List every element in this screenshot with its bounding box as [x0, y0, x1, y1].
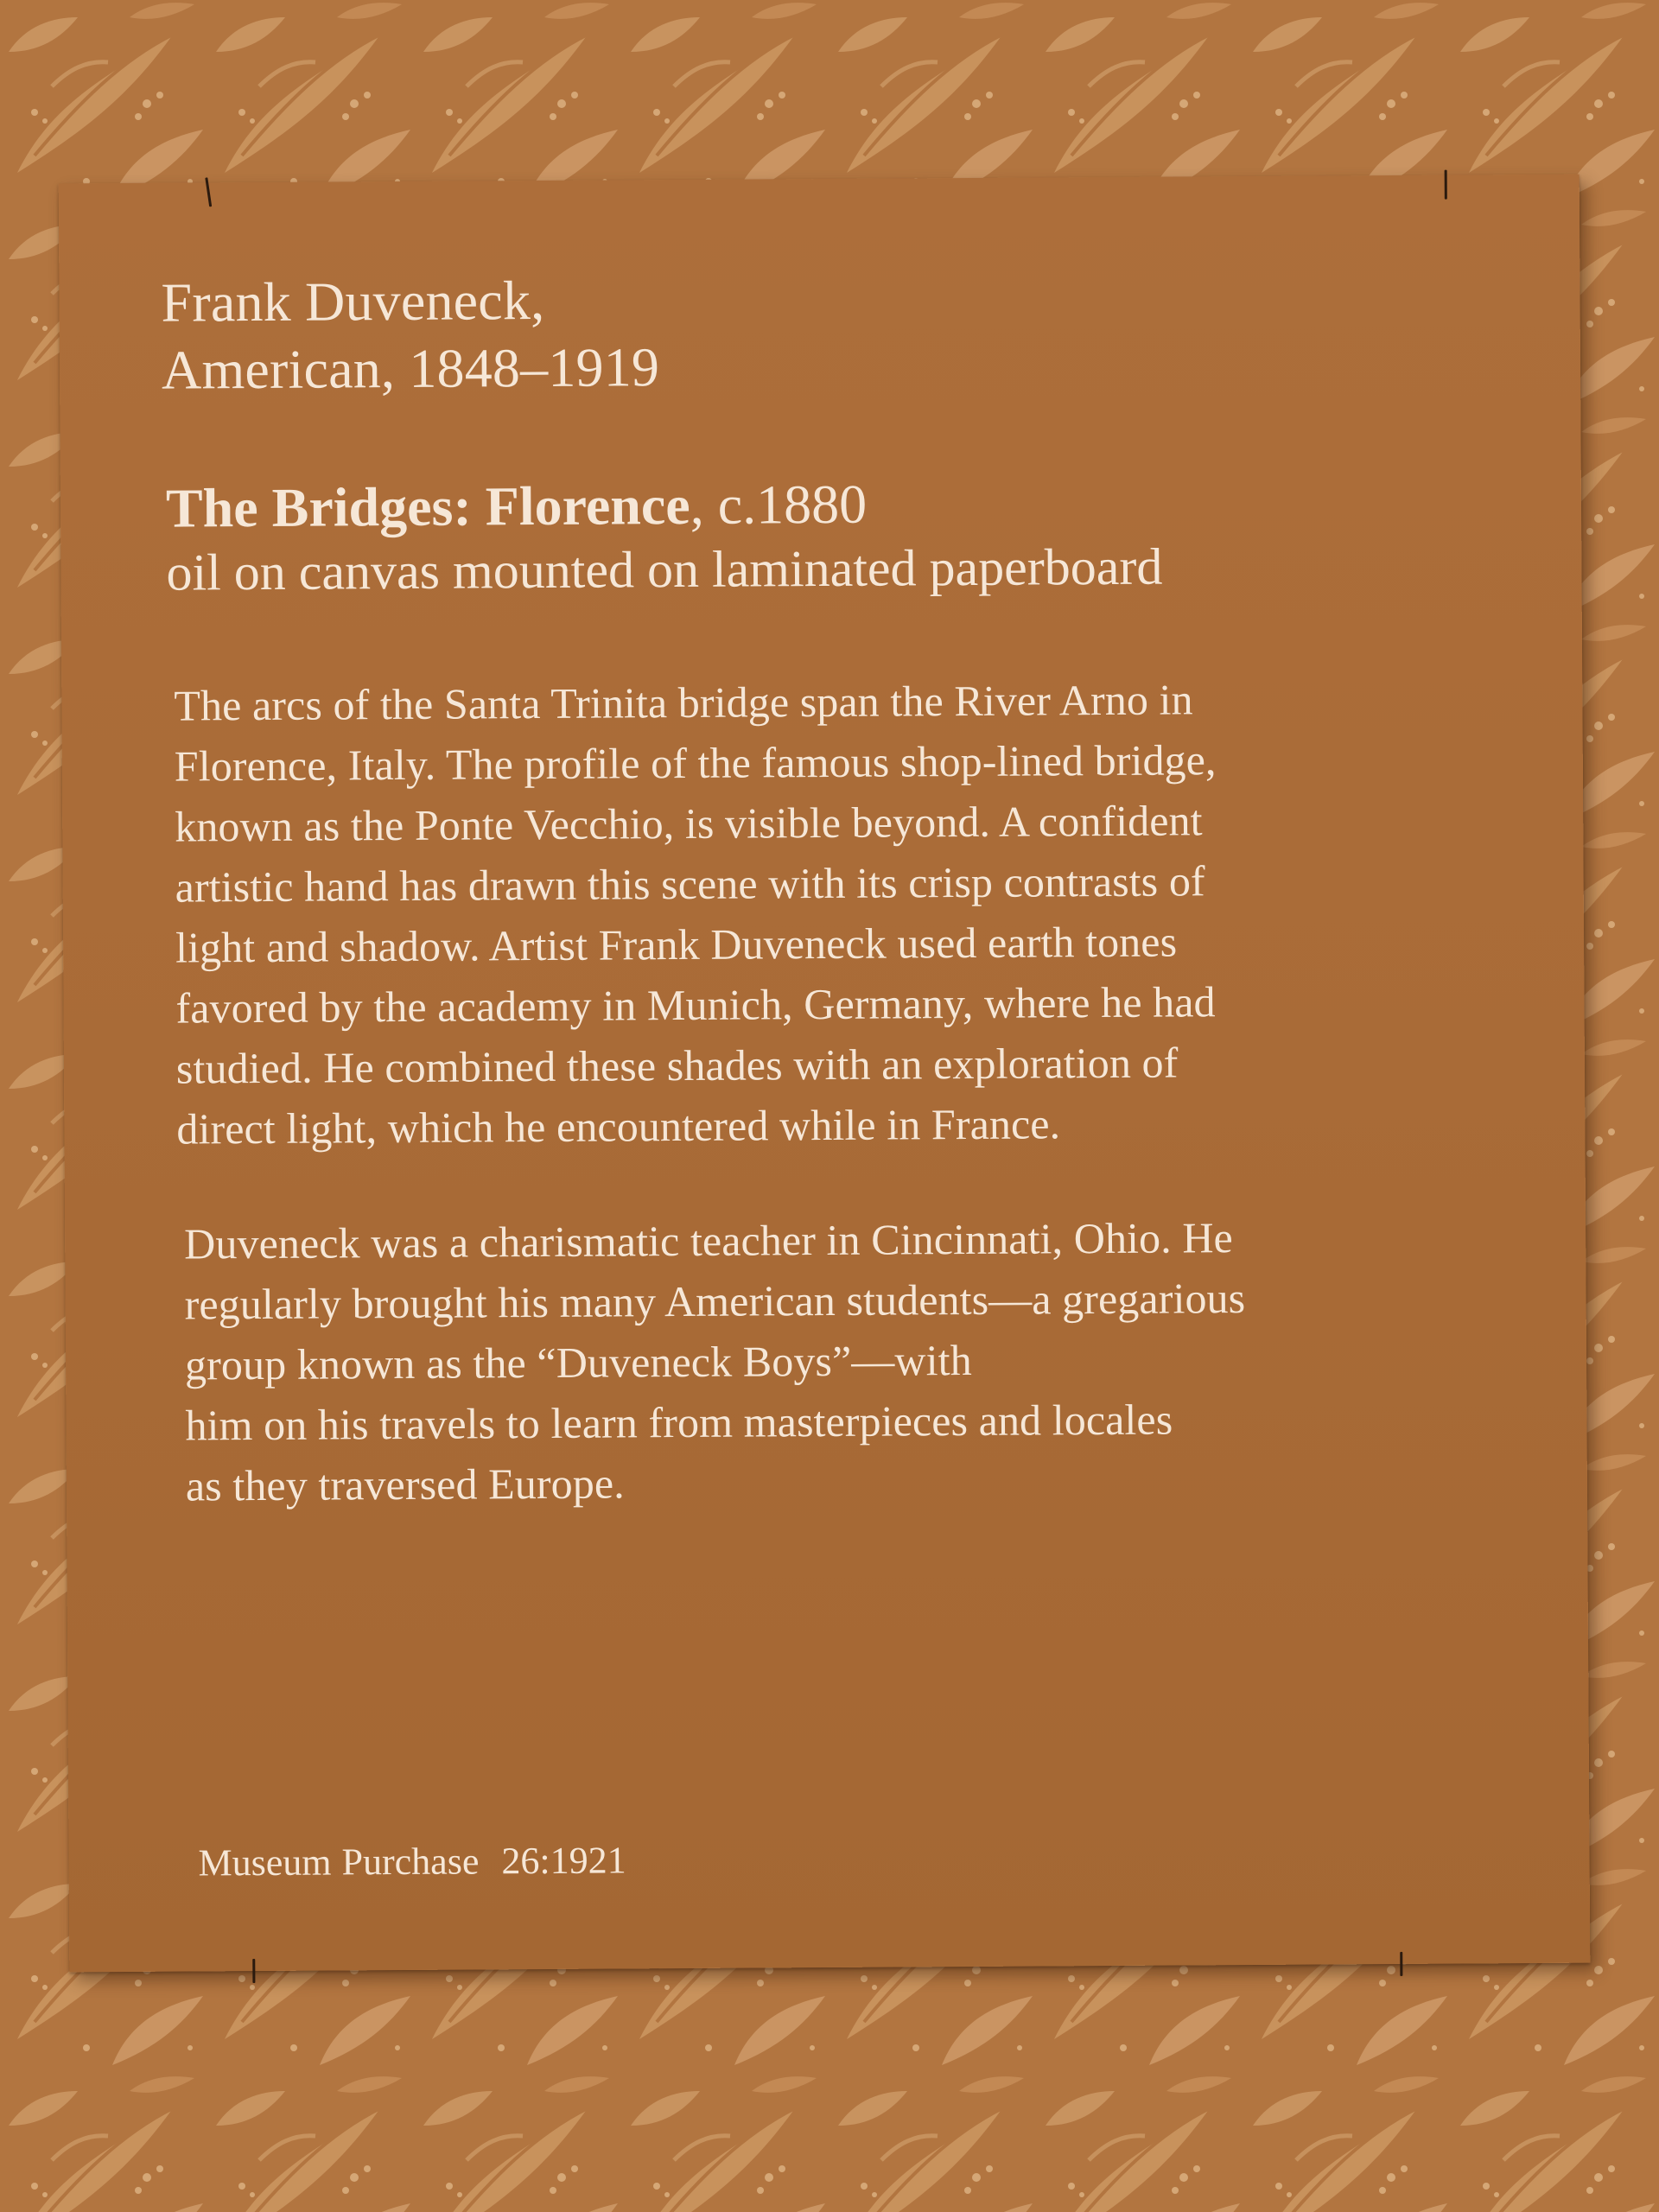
artwork-title: The Bridges: Florence [165, 474, 690, 539]
paragraph-line: known as the Ponte Vecchio, is visible beyond. A confident [175, 796, 1203, 851]
paragraph-line: artistic hand has drawn this scene with its crisp contrasts of [175, 856, 1205, 912]
paragraph-line: as they traversed Europe. [185, 1459, 625, 1510]
mounting-clip [1400, 1952, 1402, 1976]
paragraph-line: Duveneck was a charismatic teacher in Cincinnati, Ohio. He [184, 1213, 1234, 1268]
credit-source: Museum Purchase [198, 1840, 480, 1885]
mounting-clip [252, 1959, 255, 1983]
artist-name: Frank Duveneck, [161, 269, 545, 334]
paragraph-line: The arcs of the Santa Trinita bridge span the River Arno in [174, 675, 1193, 730]
artwork-medium: oil on canvas mounted on laminated paperboard [166, 537, 1163, 601]
artwork-info [166, 469, 1163, 603]
artist-info [161, 266, 659, 404]
artist-nationality-dates: American, 1848–1919 [161, 336, 660, 401]
paragraph-line: direct light, which he encountered while in France. [176, 1099, 1061, 1154]
mounting-clip [1445, 170, 1447, 200]
artwork-date: , c.1880 [690, 473, 868, 536]
description-paragraph-1 [174, 667, 1524, 1160]
description-paragraph-2 [184, 1205, 1534, 1516]
paragraph-line: group known as the “Duveneck Boys”—with [184, 1335, 972, 1389]
paragraph-line: favored by the academy in Munich, Germany, where he had [175, 977, 1216, 1033]
paragraph-line: regularly brought his many American students—a gregarious [184, 1274, 1246, 1329]
paragraph-line: him on his travels to learn from masterpieces and locales [185, 1395, 1173, 1450]
accession-number: 26:1921 [501, 1839, 626, 1883]
paragraph-line: Florence, Italy. The profile of the famous shop-lined bridge, [174, 735, 1217, 791]
paragraph-line: light and shadow. Artist Frank Duveneck used earth tones [175, 917, 1178, 972]
paragraph-line: studied. He combined these shades with an exploration of [175, 1038, 1179, 1093]
credit-line [198, 1836, 626, 1887]
mounting-clip [205, 177, 212, 207]
museum-label-card [59, 175, 1591, 1973]
